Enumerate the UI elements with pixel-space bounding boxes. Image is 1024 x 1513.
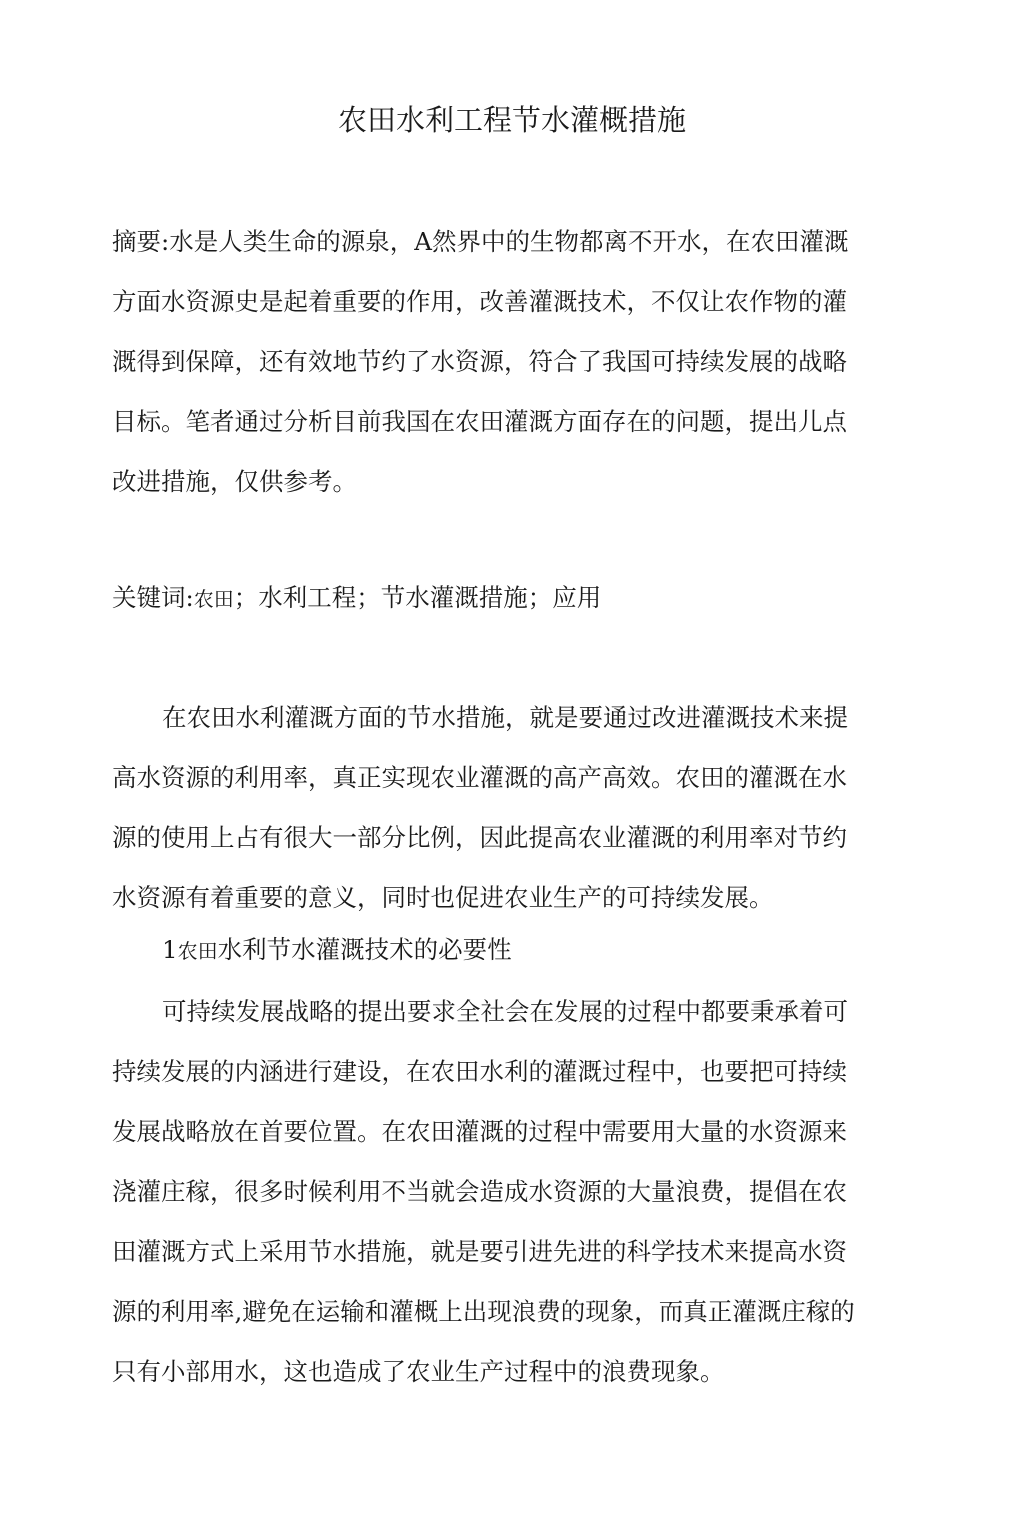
section-number: 1 (162, 935, 178, 964)
keyword-first: 农田 (193, 587, 234, 611)
section-heading-small: 农田 (177, 939, 218, 963)
keywords-label: 关键词: (112, 583, 194, 612)
body-paragraph-2: 可持续发展战略的提出要求全社会在发展的过程中都要秉承着可持续发展的内涵进行建设，在农田水利的灌溉过程中，也要把可持续发展战略放在首要位置。在农田灌溉的过程中需要用大量的水资源来浇灌庄稼，很多时候利用不当就会造成水资源的大量浪费，提倡在农田灌溉方式上采用节水措施，就是要引进先进的科学技术来提高水资源的利用率,避免在运输和灌概上出现浪费的现象，而真正灌溉庄稼的只有小部用水，这也造成了农业生产过程中的浪费现象。 (112, 997, 855, 1386)
section-heading-text: 水利节水灌溉技术的必要性 (217, 935, 512, 964)
abstract-label: 摘要: (112, 227, 170, 256)
abstract (112, 212, 868, 512)
document-title: 农田水利工程节水灌概措施 (337, 103, 686, 137)
body-paragraph-1: 在农田水利灌溉方面的节水措施，就是要通过改进灌溉技术来提高水资源的利用率，真正实现农业灌溉的高产高效。农田的灌溉在水源的使用上占有很大一部分比例，因此提高农业灌溉的利用率对节约水资源有着重要的意义，同时也促进农业生产的可持续发展。 (112, 703, 848, 912)
abstract-text: 水是人类生命的源泉，A然界中的生物都离不开水，在农田灌溉方面水资源史是起着重要的作用，改善灌溉技术，不仅让农作物的灌溉得到保障，还有效地节约了水资源，符合了我国可持续发展的战略目标。笔者通过分析目前我国在农田灌溉方面存在的问题，提出儿点改进措施，仅供参考。 (112, 227, 849, 496)
keywords (112, 568, 868, 629)
keywords-rest: ；水利工程；节水灌溉措施；应用 (233, 583, 602, 612)
section-heading-1 (112, 920, 868, 981)
